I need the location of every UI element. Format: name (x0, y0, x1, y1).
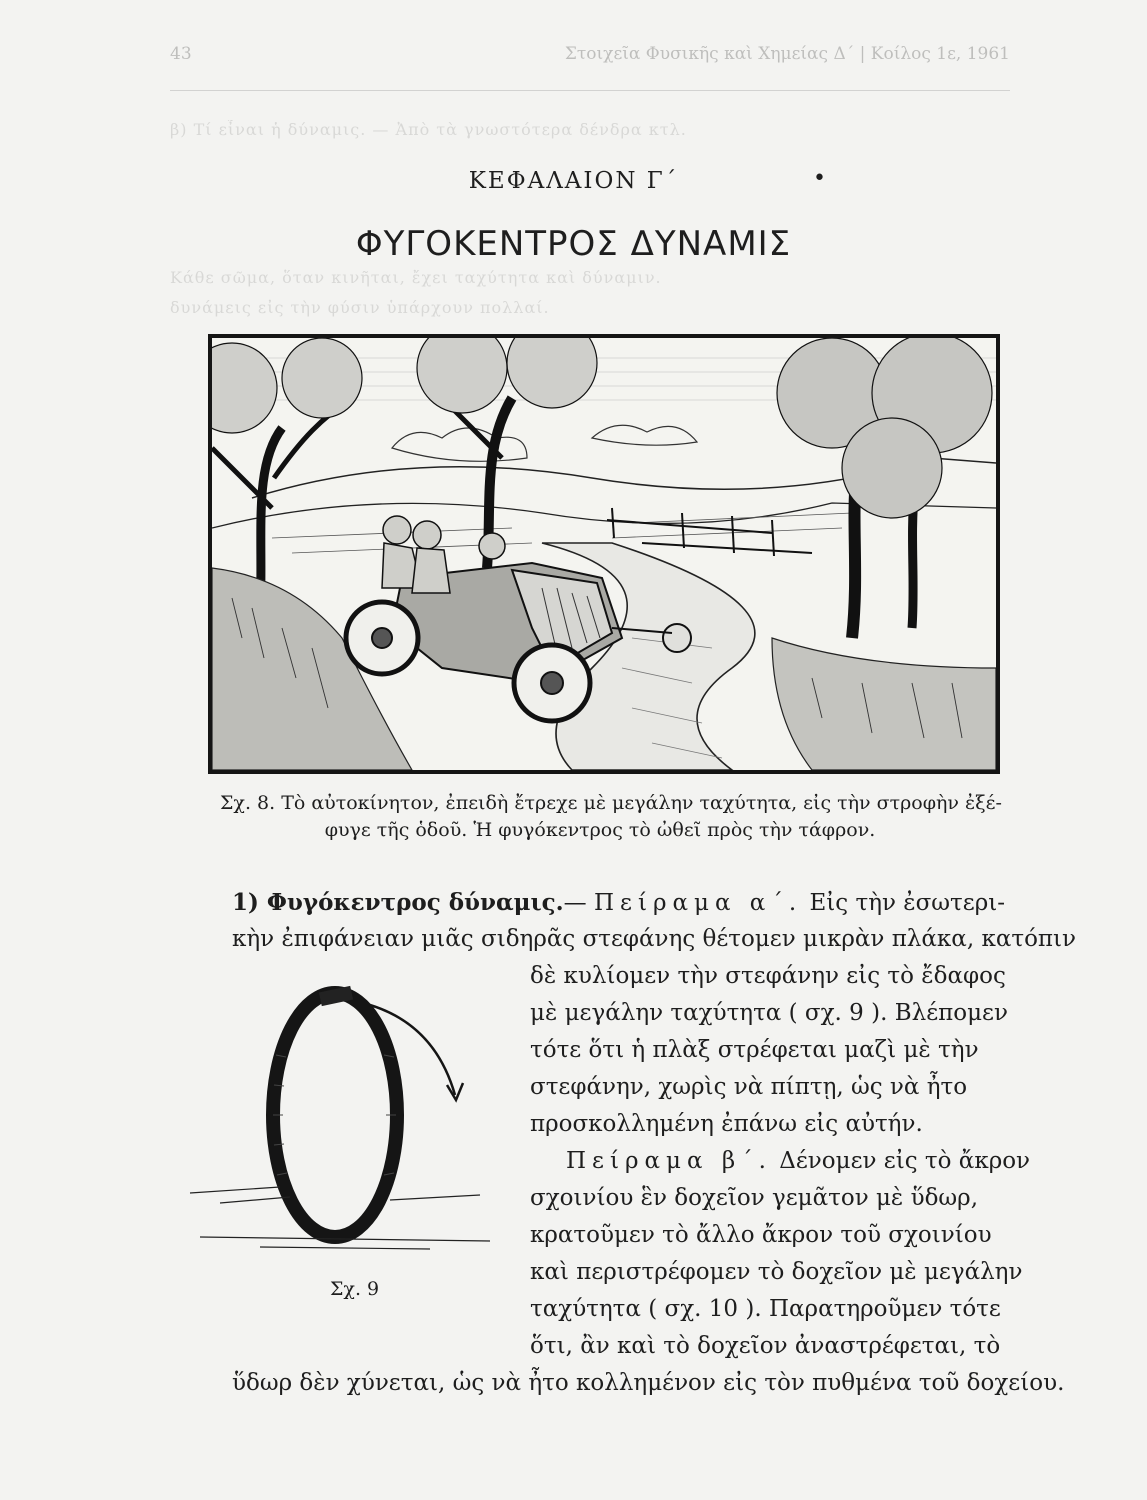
chapter-label: ΚΕΦΑΛΑΙΟΝ Γ΄ • (468, 166, 828, 194)
paragraph-line: κρατοῦμεν τὸ ἄλλο ἄκρον τοῦ σχοινίου (530, 1222, 992, 1248)
paragraph-line: κὴν ἐπιφάνειαν μιᾶς σιδηρᾶς στεφάνης θέτομεν μικρὰν πλάκα, κατόπιν (232, 926, 1077, 952)
bleed-through-line: β) Τί εἶναι ἡ δύναμις. — Ἀπὸ τὰ γνωστότερα δένδρα κτλ. (170, 120, 687, 139)
paragraph-line: 1) Φυγόκεντρος δύναμις.— Πείραμα α΄. Εἰς τὴν ἐσωτερι- (232, 889, 1006, 916)
paragraph-line: ὕδωρ δὲν χύνεται, ὡς νὰ ἦτο κολλημένον εἰς τὸν πυθμένα τοῦ δοχείου. (232, 1370, 1065, 1396)
paragraph-line: τότε ὅτι ἡ πλὰξ στρέφεται μαζὶ μὲ τὴν (530, 1037, 979, 1063)
paragraph-line: καὶ περιστρέφομεν τὸ δοχεῖον μὲ μεγάλην (530, 1259, 1023, 1285)
running-title: Στοιχεῖα Φυσικῆς καὶ Χημείας Δ΄ | Κοίλος 1ε, 1961 (564, 44, 1010, 64)
cloud-shape (592, 425, 697, 445)
figure-8-caption (220, 790, 1020, 844)
paragraph-line: μὲ μεγάλην ταχύτητα ( σχ. 9 ). Βλέπομεν (530, 1000, 1008, 1026)
paragraph-line: ταχύτητα ( σχ. 10 ). Παρατηροῦμεν τότε (530, 1296, 1001, 1322)
bullet-mark: • (813, 166, 828, 191)
paragraph-line: δὲ κυλίομεν τὴν στεφάνην εἰς τὸ ἔδαφος (530, 963, 1006, 989)
chapter-title: ΦΥΓΟΚΕΝΤΡΟΣ ΔΥΝΑΜΙΣ (355, 224, 792, 264)
experiment-a-label: Πείραμα α΄. (593, 890, 803, 916)
tree-middle (417, 338, 597, 568)
right-embankment (772, 638, 996, 770)
paragraph-line: Πείραμα β΄. Δένομεν εἰς τὸ ἄκρον (566, 1148, 1031, 1174)
figure-9-label: Σχ. 9 (330, 1278, 380, 1300)
paragraph-line: ὅτι, ἂν καὶ τὸ δοχεῖον ἀναστρέφεται, τὸ (530, 1333, 1001, 1359)
paragraph-line: στεφάνην, χωρὶς νὰ πίπτῃ, ὡς νὰ ἦτο (530, 1074, 968, 1100)
section-heading: 1) Φυγόκεντρος δύναμις. (232, 889, 564, 916)
car-headlamp (663, 624, 691, 652)
page-number: 43 (170, 44, 192, 64)
paragraph-line: προσκολλημένη ἐπάνω εἰς αὐτήν. (530, 1111, 923, 1137)
figure-8-illustration (208, 334, 1000, 774)
cloud-shape (392, 428, 527, 461)
tree-right (777, 338, 992, 638)
caption-line: Σχ. 8. Τὸ αὐτοκίνητον, ἐπειδὴ ἔτρεχε μὲ μεγάλην ταχύτητα, εἰς τὴν στροφὴν ἐξέ- (220, 792, 1002, 814)
caption-line: φυγε τῆς ὁδοῦ. Ἡ φυγόκεντρος τὸ ὠθεῖ πρὸς τὴν τάφρον. (324, 819, 876, 841)
hoop-hatching (273, 1055, 396, 1175)
bleed-through-line: Κάθε σῶμα, ὅταν κινῆται, ἔχει ταχύτητα καὶ δύναμιν. (170, 268, 662, 287)
bleed-through-line: δυνάμεις εἰς τὴν φύσιν ὑπάρχουν πολλαί. (170, 298, 550, 317)
figure-9-illustration (180, 975, 500, 1265)
hoop-ring (273, 993, 397, 1237)
paragraph-line: σχοινίου ἓν δοχεῖον γεμᾶτον μὲ ὕδωρ, (530, 1185, 979, 1211)
fence (607, 508, 812, 556)
header-rule (170, 90, 1010, 91)
experiment-b-label: Πείραμα β΄. (566, 1148, 772, 1174)
running-head (170, 38, 1010, 68)
